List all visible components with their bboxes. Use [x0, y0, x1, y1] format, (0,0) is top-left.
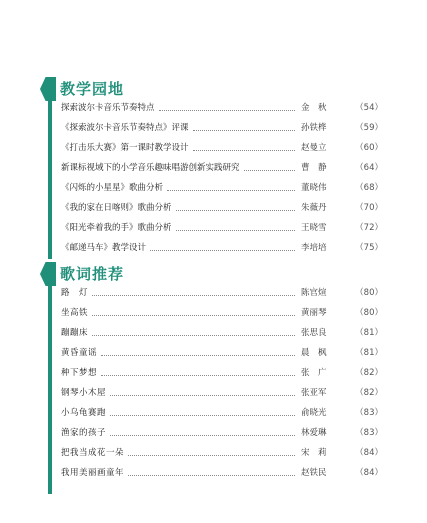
toc-item-title: 路 灯 [61, 288, 89, 298]
section-tab-marker [40, 262, 56, 286]
toc-item-author: 王晓雪 [301, 223, 327, 233]
toc-item-page: （75） [355, 243, 383, 253]
toc-item-author: 董晓伟 [301, 183, 327, 193]
toc-item-title: 探索波尔卡音乐节奏特点 [61, 103, 155, 113]
toc-item-author: 黄丽琴 [301, 308, 327, 318]
toc-item-page: （59） [355, 123, 383, 133]
toc-item-title: 黄昏童谣 [61, 348, 98, 358]
toc-item-author: 孙铁桦 [301, 123, 327, 133]
toc-item[interactable] [61, 399, 383, 419]
section-tab-marker [40, 77, 56, 101]
toc-item-page: （81） [355, 328, 383, 338]
section-rule-teaching [48, 82, 52, 259]
leader-dots [176, 210, 295, 211]
leader-dots [110, 435, 295, 436]
leader-dots [92, 335, 295, 336]
toc-item-title: 渔家的孩子 [61, 428, 107, 438]
toc-item-page: （82） [355, 368, 383, 378]
toc-item[interactable] [61, 319, 383, 339]
toc-item-page: （60） [355, 143, 383, 153]
section-list-lyrics [61, 279, 383, 479]
toc-item[interactable] [61, 379, 383, 399]
toc-item-author: 俞晓光 [301, 408, 327, 418]
section-title: 教学园地 [60, 80, 125, 98]
toc-item-author: 宋 莉 [301, 448, 327, 458]
toc-item-title: 坐高铁 [61, 308, 89, 318]
toc-item-page: （82） [355, 388, 383, 398]
toc-item[interactable] [61, 114, 383, 134]
toc-item-page: （84） [355, 468, 383, 478]
toc-item-title: 小乌龟赛跑 [61, 408, 107, 418]
section-list-teaching [61, 94, 383, 254]
toc-item[interactable] [61, 459, 383, 479]
toc-item[interactable] [61, 234, 383, 254]
leader-dots [193, 150, 295, 151]
toc-item-page: （70） [355, 203, 383, 213]
toc-item-author: 张 广 [301, 368, 327, 378]
leader-dots [92, 315, 295, 316]
toc-item[interactable] [61, 134, 383, 154]
leader-dots [92, 295, 295, 296]
toc-item-page: （84） [355, 448, 383, 458]
toc-item-title: 钢琴小木屋 [61, 388, 107, 398]
leader-dots [101, 355, 295, 356]
toc-item-author: 张思良 [301, 328, 327, 338]
toc-item-author: 曹 静 [301, 163, 327, 173]
toc-item[interactable] [61, 299, 383, 319]
toc-item-author: 李培培 [301, 243, 327, 253]
toc-item-title: 把我当成花一朵 [61, 448, 125, 458]
toc-item[interactable] [61, 174, 383, 194]
leader-dots [167, 190, 295, 191]
leader-dots [101, 375, 295, 376]
toc-item-title: 新课标视域下的小学音乐趣味唱游创新实践研究 [61, 163, 240, 173]
leader-dots [159, 110, 295, 111]
toc-item-title: 《邮递马车》教学设计 [61, 243, 147, 253]
toc-item[interactable] [61, 194, 383, 214]
toc-item-title: 《闪烁的小星星》歌曲分析 [61, 183, 164, 193]
toc-item-title: 《我的家在日喀则》歌曲分析 [61, 203, 172, 213]
toc-item-page: （81） [355, 348, 383, 358]
toc-item-page: （80） [355, 288, 383, 298]
toc-item-author: 朱薇丹 [301, 203, 327, 213]
toc-item-title: 我用美丽画童年 [61, 468, 125, 478]
toc-item[interactable] [61, 339, 383, 359]
section-rule-lyrics [48, 268, 52, 494]
toc-item-page: （68） [355, 183, 383, 193]
toc-item-title: 《阳光牵着我的手》歌曲分析 [61, 223, 172, 233]
leader-dots [193, 130, 295, 131]
toc-item[interactable] [61, 154, 383, 174]
toc-item-title: 蹦蹦床 [61, 328, 89, 338]
toc-item-author: 赵铁民 [301, 468, 327, 478]
leader-dots [110, 415, 295, 416]
leader-dots [176, 230, 295, 231]
toc-item-author: 林爱琳 [301, 428, 327, 438]
toc-item-page: （54） [355, 103, 383, 113]
toc-item-page: （83） [355, 408, 383, 418]
toc-item-author: 金 秋 [301, 103, 327, 113]
toc-item[interactable] [61, 439, 383, 459]
leader-dots [244, 170, 295, 171]
leader-dots [150, 250, 295, 251]
toc-item[interactable] [61, 94, 383, 114]
toc-item[interactable] [61, 419, 383, 439]
section-title: 歌词推荐 [60, 265, 125, 283]
toc-item[interactable] [61, 359, 383, 379]
leader-dots [128, 455, 295, 456]
toc-item-page: （64） [355, 163, 383, 173]
toc-item-title: 种下梦想 [61, 368, 98, 378]
toc-item-page: （80） [355, 308, 383, 318]
toc-item-page: （83） [355, 428, 383, 438]
toc-item-author: 陈官煊 [301, 288, 327, 298]
toc-item-title: 《打击乐大赛》第一课时教学设计 [61, 143, 189, 153]
toc-item-author: 赵曼立 [301, 143, 327, 153]
toc-item-page: （72） [355, 223, 383, 233]
toc-item-author: 晨 枫 [301, 348, 327, 358]
toc-item[interactable] [61, 279, 383, 299]
toc-item[interactable] [61, 214, 383, 234]
toc-item-title: 《探索波尔卡音乐节奏特点》评课 [61, 123, 189, 133]
toc-item-author: 张亚军 [301, 388, 327, 398]
leader-dots [110, 395, 295, 396]
leader-dots [128, 475, 295, 476]
